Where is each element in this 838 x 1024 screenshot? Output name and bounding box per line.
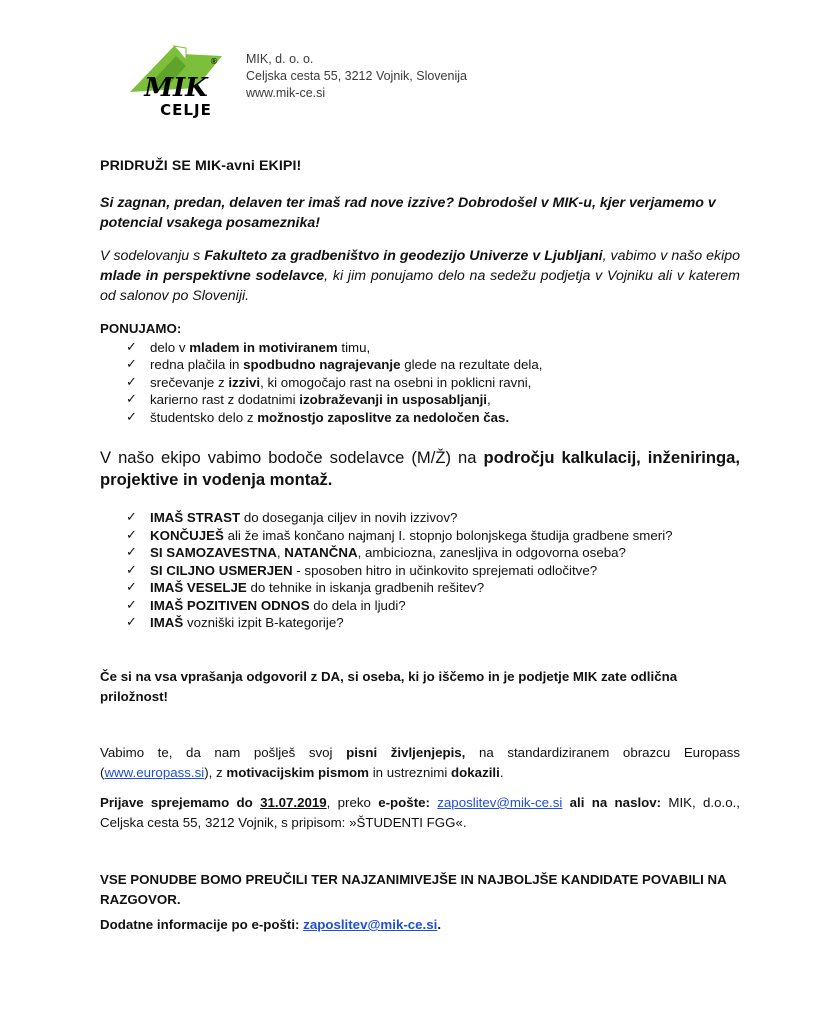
checkmark-icon: ✓ (126, 562, 137, 578)
collab-text-1: V sodelovanju s (100, 248, 205, 264)
company-website: www.mik-ce.si (246, 86, 326, 100)
info-email-link[interactable]: zaposlitev@mik-ce.si (303, 917, 438, 932)
apply-paragraph: Vabimo te, da nam pošlješ svoj pisni življenjepis, na standardiziranem obrazcu Europass (www.europass.si), z motivacijskim pismom in ustreznimi dokazili. (100, 745, 740, 780)
europass-link[interactable]: www.europass.si (104, 765, 205, 780)
company-address: Celjska cesta 55, 3212 Vojnik, Slovenija (246, 69, 467, 83)
list-item: ✓ IMAŠ VESELJE do tehnike in iskanja gradbenih rešitev? (126, 580, 485, 595)
offer-heading: PONUJAMO: (100, 321, 182, 336)
list-item: ✓ SI CILJNO USMERJEN - sposoben hitro in učinkovito sprejemati odločitve? (126, 562, 598, 578)
checkmark-icon: ✓ (126, 580, 137, 595)
questions-list (126, 509, 716, 632)
checkmark-icon: ✓ (126, 340, 137, 355)
checkmark-icon: ✓ (126, 392, 137, 408)
checkmark-icon: ✓ (126, 510, 137, 525)
collab-text-2: , vabimo v našo ekipo (602, 248, 741, 264)
collab-text-3: , ki jim ponujamo delo na sedežu podjetja v Vojniku ali v katerem od salonov po Sloveniji. (100, 268, 740, 304)
review-paragraph: VSE PONUDBE BOMO PREUČILI TER NAJZANIMIVEJŠE IN NAJBOLJŠE KANDIDATE POVABILI NA RAZGOVOR. (100, 872, 727, 907)
checkmark-icon: ✓ (126, 527, 137, 543)
list-item: ✓ redna plačila in spodbudno nagrajevanje glede na rezultate dela, (126, 357, 543, 373)
list-item: ✓ IMAŠ POZITIVEN ODNOS do dela in ljudi? (126, 597, 406, 613)
collab-faculty: Fakulteto za gradbeništvo in geodezijo Univerze v Ljubljani (204, 248, 603, 264)
logo-subtext: CELJE (160, 101, 212, 118)
collab-candidates: mlade in perspektivne sodelavce (100, 268, 325, 284)
offer-list (126, 339, 542, 426)
checkmark-icon: ✓ (126, 374, 137, 390)
list-item: ✓ karierno rast z dodatnimi izobraževanji in usposabljanji, (126, 392, 491, 408)
list-item: ✓ IMAŠ STRAST do doseganja ciljev in novih izzivov? (126, 510, 458, 525)
checkmark-icon: ✓ (126, 545, 137, 560)
list-item: ✓ delo v mladem in motiviranem timu, (126, 340, 371, 355)
info-line: Dodatne informacije po e-pošti: zaposlitev@mik-ce.si. (100, 917, 442, 932)
list-item: ✓ IMAŠ vozniški izpit B-kategorije? (126, 615, 344, 630)
yes-paragraph: Če si na vsa vprašanja odgovoril z DA, si oseba, ki jo iščemo in je podjetje MIK zate odlična priložnost! (100, 669, 678, 704)
list-item: ✓ srečevanje z izzivi, ki omogočajo rast na osebni in poklicni ravni, (126, 374, 532, 390)
intro-text: Si zagnan, predan, delaven ter imaš rad nove izzive? Dobrodošel v MIK-u, kjer verjamemo v potencial vsakega posameznika! (100, 195, 716, 231)
checkmark-icon: ✓ (126, 597, 137, 613)
checkmark-icon: ✓ (126, 615, 137, 630)
email-link[interactable]: zaposlitev@mik-ce.si (437, 795, 563, 810)
mik-logo-icon (126, 44, 226, 118)
logo-text: MIK (144, 73, 208, 103)
deadline-paragraph: Prijave sprejemamo do 31.07.2019, preko e-pošte: zaposlitev@mik-ce.si ali na naslov: MIK, d.o.o., Celjska cesta 55, 3212 Vojnik, s pripisom: »ŠTUDENTI FGG«. (100, 795, 741, 830)
collaboration-paragraph (100, 246, 740, 306)
invite-paragraph: V našo ekipo vabimo bodoče sodelavce (M/Ž) na področju kalkulacij, inženiringa, projektive in vodenja montaž. (100, 448, 740, 489)
list-item: ✓ SI SAMOZAVESTNA, NATANČNA, ambiciozna, zanesljiva in odgovorna oseba? (126, 545, 626, 560)
list-item: ✓ študentsko delo z možnostjo zaposlitve za nedoločen čas. (126, 409, 510, 425)
company-info (246, 51, 467, 102)
checkmark-icon: ✓ (126, 357, 137, 373)
deadline-date: 31.07.2019 (260, 795, 327, 810)
mik-logo (126, 44, 226, 118)
page-title: PRIDRUŽI SE MIK-avni EKIPI! (100, 158, 302, 174)
registered-mark: ® (210, 57, 218, 66)
list-item: ✓ KONČUJEŠ ali že imaš končano najmanj I. stopnjo bolonjskega študija gradbene smeri? (126, 527, 673, 543)
checkmark-icon: ✓ (126, 409, 137, 425)
company-name: MIK, d. o. o. (246, 52, 314, 66)
